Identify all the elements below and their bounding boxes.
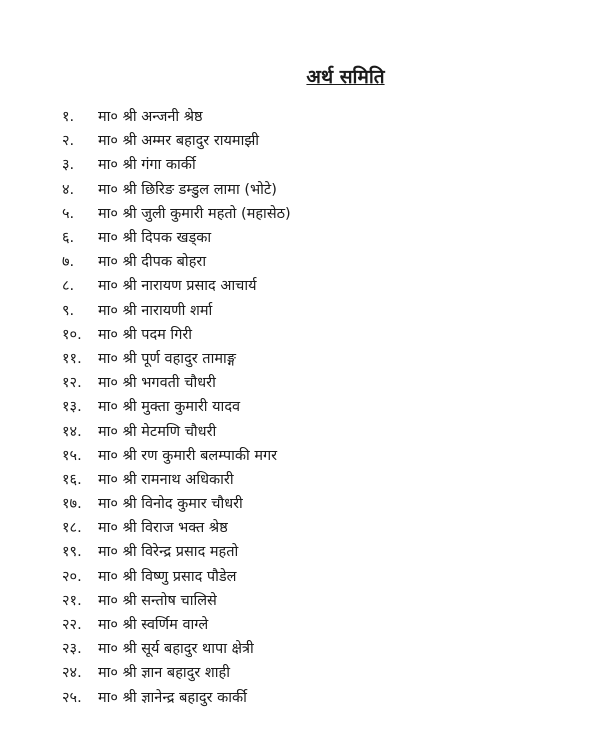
item-honorific: मा० श्री bbox=[98, 254, 137, 271]
item-number: १६. bbox=[62, 471, 82, 488]
item-honorific: मा० श्री bbox=[98, 544, 137, 561]
item-name: ज्ञान बहादुर शाही bbox=[141, 665, 230, 682]
item-name: स्वर्णिम वाग्ले bbox=[141, 617, 209, 634]
list-item bbox=[62, 418, 582, 442]
list-item bbox=[62, 346, 582, 370]
list-item bbox=[62, 660, 582, 684]
item-name: अम्मर बहादुर रायमाझी bbox=[141, 133, 260, 150]
list-item bbox=[62, 636, 582, 660]
list-item bbox=[62, 322, 582, 346]
item-name: जुली कुमारी महतो (महासेठ) bbox=[141, 205, 291, 222]
list-item bbox=[62, 370, 582, 394]
item-name: विराज भक्त श्रेष्ठ bbox=[141, 520, 228, 537]
item-number: ५. bbox=[62, 205, 75, 222]
list-item bbox=[62, 201, 582, 225]
item-name: विरेन्द्र प्रसाद महतो bbox=[141, 544, 239, 561]
item-number: ७. bbox=[62, 254, 75, 271]
item-name: नारायण प्रसाद आचार्य bbox=[141, 278, 257, 295]
item-number: ९. bbox=[62, 302, 75, 319]
item-honorific: मा० श्री bbox=[98, 617, 137, 634]
item-number: १२. bbox=[62, 375, 82, 392]
item-name: मेटमणि चौधरी bbox=[141, 423, 217, 440]
item-number: १७. bbox=[62, 496, 82, 513]
list-item bbox=[62, 249, 582, 273]
list-item bbox=[62, 443, 582, 467]
item-honorific: मा० श्री bbox=[98, 205, 137, 222]
item-name: रण कुमारी बलम्पाकी मगर bbox=[141, 447, 278, 464]
item-honorific: मा० श्री bbox=[98, 592, 137, 609]
list-item bbox=[62, 273, 582, 297]
list-item bbox=[62, 515, 582, 539]
list-item bbox=[62, 564, 582, 588]
item-honorific: मा० श्री bbox=[98, 230, 137, 247]
item-name: ज्ञानेन्द्र बहादुर कार्की bbox=[141, 689, 247, 706]
item-name: अन्जनी श्रेष्ठ bbox=[141, 109, 203, 126]
item-honorific: मा० श्री bbox=[98, 109, 137, 126]
item-name: विनोद कुमार चौधरी bbox=[141, 496, 243, 513]
item-honorific: मा० श्री bbox=[98, 423, 137, 440]
item-honorific: मा० श्री bbox=[98, 399, 137, 416]
item-honorific: मा० श्री bbox=[98, 520, 137, 537]
item-name: रामनाथ अधिकारी bbox=[141, 471, 234, 488]
item-name: दीपक बोहरा bbox=[141, 254, 207, 271]
item-number: २०. bbox=[62, 568, 82, 585]
item-number: २१. bbox=[62, 592, 82, 609]
item-number: १८. bbox=[62, 520, 82, 537]
item-name: नारायणी शर्मा bbox=[141, 302, 213, 319]
item-number: ११. bbox=[62, 350, 82, 367]
item-number: १०. bbox=[62, 326, 82, 343]
item-honorific: मा० श्री bbox=[98, 157, 137, 174]
list-item bbox=[62, 588, 582, 612]
list-item bbox=[62, 467, 582, 491]
item-name: पूर्ण वहादुर तामाङ्ग bbox=[141, 350, 236, 367]
item-name: मुक्ता कुमारी यादव bbox=[141, 399, 241, 416]
item-name: सूर्य बहादुर थापा क्षेत्री bbox=[141, 641, 254, 658]
item-name: भगवती चौधरी bbox=[141, 375, 216, 392]
item-honorific: मा० श्री bbox=[98, 641, 137, 658]
item-honorific: मा० श्री bbox=[98, 665, 137, 682]
member-list bbox=[62, 104, 582, 709]
list-item bbox=[62, 394, 582, 418]
list-item bbox=[62, 539, 582, 563]
item-honorific: मा० श्री bbox=[98, 471, 137, 488]
item-number: २४. bbox=[62, 665, 82, 682]
item-name: पदम गिरी bbox=[141, 326, 193, 343]
list-item bbox=[62, 685, 582, 709]
item-number: ४. bbox=[62, 181, 75, 198]
item-honorific: मा० श्री bbox=[98, 302, 137, 319]
item-honorific: मा० श्री bbox=[98, 278, 137, 295]
item-number: १९. bbox=[62, 544, 82, 561]
item-number: १५. bbox=[62, 447, 82, 464]
item-name: विष्णु प्रसाद पौडेल bbox=[141, 568, 237, 585]
item-honorific: मा० श्री bbox=[98, 447, 137, 464]
item-honorific: मा० श्री bbox=[98, 568, 137, 585]
item-honorific: मा० श्री bbox=[98, 326, 137, 343]
item-name: छिरिङ डम्डुल लामा (भोटे) bbox=[141, 181, 277, 198]
list-item bbox=[62, 128, 582, 152]
item-number: १३. bbox=[62, 399, 82, 416]
list-item bbox=[62, 491, 582, 515]
item-honorific: मा० श्री bbox=[98, 689, 137, 706]
item-name: गंगा कार्की bbox=[141, 157, 196, 174]
item-honorific: मा० श्री bbox=[98, 496, 137, 513]
item-name: सन्तोष चालिसे bbox=[141, 592, 217, 609]
item-number: २२. bbox=[62, 617, 82, 634]
item-number: १४. bbox=[62, 423, 82, 440]
item-number: २. bbox=[62, 133, 75, 150]
item-name: दिपक खड्का bbox=[141, 230, 212, 247]
item-honorific: मा० श्री bbox=[98, 133, 137, 150]
item-number: १. bbox=[62, 109, 75, 126]
item-number: ८. bbox=[62, 278, 75, 295]
list-item bbox=[62, 152, 582, 176]
list-item bbox=[62, 104, 582, 128]
item-honorific: मा० श्री bbox=[98, 350, 137, 367]
list-item bbox=[62, 612, 582, 636]
item-honorific: मा० श्री bbox=[98, 375, 137, 392]
list-item bbox=[62, 225, 582, 249]
item-honorific: मा० श्री bbox=[98, 181, 137, 198]
list-item bbox=[62, 298, 582, 322]
item-number: ६. bbox=[62, 230, 75, 247]
list-item bbox=[62, 177, 582, 201]
item-number: ३. bbox=[62, 157, 75, 174]
item-number: २५. bbox=[62, 689, 82, 706]
item-number: २३. bbox=[62, 641, 82, 658]
page-title: अर्थ समिति bbox=[306, 66, 385, 88]
